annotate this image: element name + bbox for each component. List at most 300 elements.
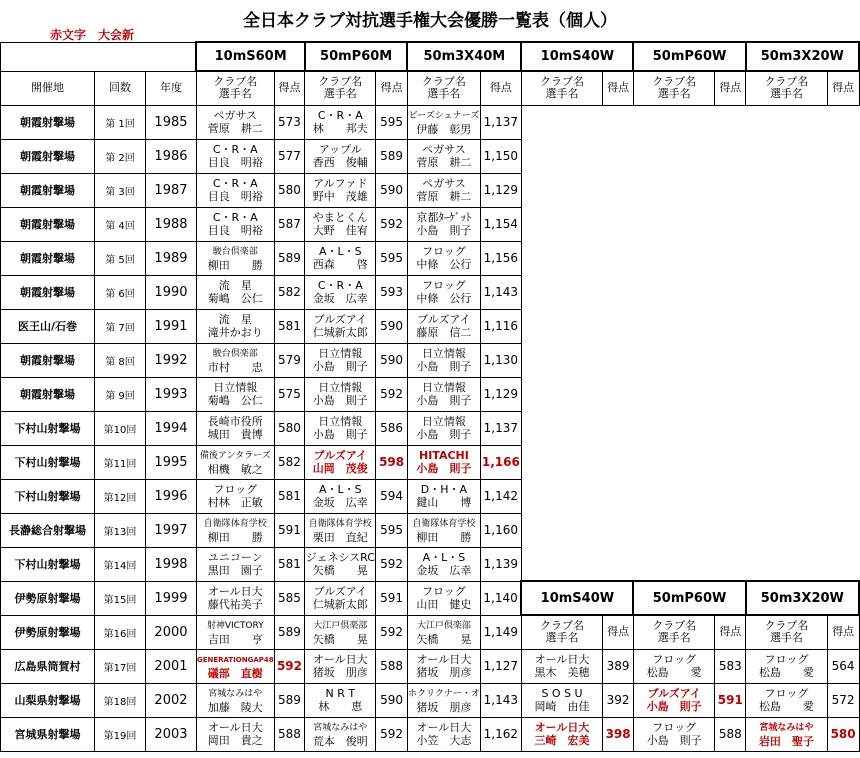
score-cell: 581: [274, 547, 305, 581]
player-name: 岩田 聖子: [758, 735, 814, 748]
score-header: 得点: [603, 615, 634, 649]
table-row: [1, 581, 860, 615]
year-cell: 2000: [145, 615, 196, 649]
club-name: オール日大: [416, 721, 472, 734]
club-name: ペガサス: [213, 109, 258, 122]
club-player-cell: [633, 683, 714, 717]
round-cell: 第19回: [95, 717, 146, 751]
club-player-cell: [305, 717, 376, 751]
venue-cell: 朝霞射撃場: [1, 207, 95, 241]
club-name: 備後アンタラーズ: [199, 451, 271, 461]
club-player-header: [305, 71, 376, 105]
club-player-cell: [407, 173, 480, 207]
club-player-cell: [407, 683, 480, 717]
club-name: S O S U: [541, 687, 583, 700]
club-name: ペガサス: [422, 177, 466, 190]
club-player-cell: [407, 581, 480, 615]
score-cell: 595: [376, 513, 408, 547]
player-name: 松島 愛: [758, 700, 814, 713]
venue-cell: 朝霞射撃場: [1, 173, 95, 207]
club-name: 自衛隊体育学校: [412, 519, 476, 529]
player-name: 岡崎 由佳: [534, 700, 590, 713]
club-player-cell: [305, 343, 376, 377]
club-label: クラブ名: [764, 619, 809, 633]
round-cell: 第 4回: [95, 207, 146, 241]
club-name: HITACHI: [419, 449, 469, 462]
club-player-cell: [305, 241, 376, 275]
score-cell: 1,129: [480, 377, 521, 411]
player-name: 目良 明裕: [207, 156, 263, 169]
club-player-header: [633, 615, 714, 649]
round-cell: 第10回: [95, 411, 146, 445]
club-name: やまとくん: [312, 211, 368, 224]
club-player-cell: [633, 717, 714, 751]
club-name: ビーズシェナーズ: [408, 111, 480, 121]
venue-cell: 広島県筒賀村: [1, 649, 95, 683]
club-label: クラブ名: [213, 75, 258, 89]
event-header: 10mS40W: [521, 42, 633, 71]
venue-cell: 下村山射撃場: [1, 411, 95, 445]
score-cell: 592: [376, 547, 408, 581]
club-player-cell: [407, 139, 480, 173]
club-name: ジェネシスRC: [305, 551, 375, 564]
year-cell: 1989: [145, 241, 196, 275]
club-name: フロッグ: [422, 245, 466, 258]
club-name: 日立情報: [421, 415, 466, 428]
venue-cell: 朝霞射撃場: [1, 105, 95, 139]
score-cell: 591: [274, 513, 305, 547]
score-cell: 1,130: [480, 343, 521, 377]
club-player-cell: [196, 173, 274, 207]
club-player-cell: [305, 513, 376, 547]
score-cell: 592: [376, 377, 408, 411]
score-cell: 589: [274, 683, 305, 717]
score-cell: 580: [827, 717, 859, 751]
club-player-cell: [407, 377, 480, 411]
club-name: フロッグ: [213, 483, 258, 496]
venue-cell: 宮城県射撃場: [1, 717, 95, 751]
club-label: クラブ名: [764, 75, 809, 89]
club-name: フロッグ: [652, 653, 697, 666]
club-player-cell: [633, 649, 714, 683]
year-cell: 1985: [145, 105, 196, 139]
club-player-cell: [305, 615, 376, 649]
club-player-cell: [305, 547, 376, 581]
year-cell: 1987: [145, 173, 196, 207]
club-player-cell: [305, 207, 376, 241]
score-cell: 392: [603, 683, 634, 717]
player-name: 滝井かおり: [207, 326, 263, 339]
club-player-cell: [305, 445, 376, 479]
club-player-cell: [407, 411, 480, 445]
club-player-cell: [407, 513, 480, 547]
score-header: 得点: [480, 71, 521, 105]
club-name: アップル: [318, 143, 362, 156]
club-player-cell: [407, 445, 480, 479]
club-player-cell: [407, 241, 480, 275]
club-name: C・R・A: [317, 109, 363, 122]
club-name: N R T: [325, 687, 356, 700]
player-label: 選手名: [657, 631, 691, 645]
club-name: 宮城なみはや: [313, 723, 368, 733]
score-cell: 592: [376, 717, 408, 751]
event-header: 10mS60M: [196, 42, 304, 71]
score-cell: 581: [274, 309, 305, 343]
blank-area: [521, 105, 859, 581]
club-player-cell: [305, 173, 376, 207]
score-cell: 1,162: [480, 717, 521, 751]
club-player-cell: [407, 207, 480, 241]
player-name: 中條 公行: [416, 258, 472, 271]
club-player-cell: [305, 309, 376, 343]
club-name: 射神VICTORY: [206, 621, 264, 631]
club-player-cell: [196, 445, 274, 479]
club-player-cell: [521, 717, 602, 751]
venue-cell: 朝霞射撃場: [1, 377, 95, 411]
club-name: ペガサス: [422, 143, 466, 156]
club-player-cell: [521, 683, 602, 717]
score-cell: 588: [376, 649, 408, 683]
club-player-cell: [407, 343, 480, 377]
year-cell: 1994: [145, 411, 196, 445]
club-name: 駿台倶楽部: [212, 247, 258, 257]
player-name: 鍵山 博: [416, 496, 472, 509]
club-name: 自衛隊体育学校: [308, 519, 372, 529]
player-name: 小島 則子: [312, 394, 368, 407]
club-player-cell: [196, 717, 274, 751]
club-player-cell: [407, 717, 480, 751]
club-player-cell: [305, 139, 376, 173]
venue-cell: 朝霞射撃場: [1, 241, 95, 275]
table-row: [1, 717, 860, 751]
round-cell: 第17回: [95, 649, 146, 683]
year-cell: 1998: [145, 547, 196, 581]
club-name: 自衛隊体育学校: [203, 519, 267, 529]
club-label: クラブ名: [652, 619, 697, 633]
club-player-cell: [305, 275, 376, 309]
venue-cell: 医王山/石巻: [1, 309, 95, 343]
club-name: 大江戸倶楽部: [313, 621, 368, 631]
score-cell: 592: [274, 649, 305, 683]
score-header: 得点: [274, 71, 305, 105]
year-cell: 2001: [145, 649, 196, 683]
score-cell: 588: [715, 717, 746, 751]
club-player-header: [521, 71, 602, 105]
table-row: [1, 649, 860, 683]
score-cell: 1,166: [480, 445, 521, 479]
player-name: 菅原 耕二: [416, 190, 472, 203]
event-header: 10mS40W: [521, 581, 633, 615]
player-name: 金坂 広幸: [312, 496, 368, 509]
venue-cell: 伊勢原射撃場: [1, 581, 95, 615]
club-name: フロッグ: [652, 721, 697, 734]
club-name: オール日大: [534, 653, 590, 666]
club-player-cell: [305, 649, 376, 683]
player-name: 市村 忠: [207, 361, 263, 374]
club-name: 大江戸倶楽部: [416, 621, 471, 631]
score-cell: 590: [376, 309, 408, 343]
score-header: 得点: [827, 71, 859, 105]
club-name: ブルズアイ: [313, 313, 367, 326]
player-name: 藤原 信二: [416, 326, 472, 339]
score-cell: 572: [827, 683, 859, 717]
score-cell: 573: [274, 105, 305, 139]
score-cell: 1,137: [480, 411, 521, 445]
year-cell: 1996: [145, 479, 196, 513]
club-name: D・H・A: [420, 483, 468, 496]
club-player-cell: [407, 615, 480, 649]
round-cell: 第 5回: [95, 241, 146, 275]
player-name: 黒田 園子: [207, 564, 263, 577]
score-cell: 582: [274, 445, 305, 479]
club-name: 日立情報: [318, 347, 363, 360]
player-name: 小島 則子: [416, 462, 472, 475]
score-cell: 581: [274, 479, 305, 513]
player-name: 荒本 俊明: [312, 735, 368, 748]
venue-cell: 下村山射撃場: [1, 479, 95, 513]
player-name: 山岡 茂俊: [312, 462, 368, 475]
score-cell: 577: [274, 139, 305, 173]
club-player-cell: [196, 649, 274, 683]
table-row: [1, 105, 860, 139]
club-player-cell: [196, 479, 274, 513]
score-cell: 564: [827, 649, 859, 683]
club-player-cell: [407, 309, 480, 343]
round-cell: 第 9回: [95, 377, 146, 411]
player-name: 柳田 勝: [207, 259, 263, 272]
venue-cell: 朝霞射撃場: [1, 275, 95, 309]
club-label: クラブ名: [540, 75, 585, 89]
score-cell: 1,116: [480, 309, 521, 343]
event-header: 50m3X40M: [407, 42, 521, 71]
club-player-cell: [196, 581, 274, 615]
club-player-cell: [305, 479, 376, 513]
club-name: A・L・S: [318, 245, 362, 258]
player-name: 三崎 宏美: [534, 734, 590, 747]
score-cell: 593: [376, 275, 408, 309]
player-name: 猪坂 朋彦: [416, 666, 472, 679]
club-player-header: [746, 615, 828, 649]
player-label: 選手名: [218, 87, 252, 101]
player-name: 村林 正敏: [207, 496, 263, 509]
club-name: C・R・A: [212, 177, 258, 190]
player-name: 矢橋 晃: [312, 564, 368, 577]
event-header: 50mP60W: [633, 581, 745, 615]
score-cell: 590: [376, 343, 408, 377]
club-label: クラブ名: [318, 75, 363, 89]
player-label: 選手名: [769, 631, 803, 645]
year-cell: 1993: [145, 377, 196, 411]
score-cell: 595: [376, 241, 408, 275]
round-cell: 第 2回: [95, 139, 146, 173]
venue-cell: 朝霞射撃場: [1, 343, 95, 377]
event-header: 50mP60W: [633, 42, 745, 71]
club-name: GENERATIONGAP48: [196, 656, 274, 664]
year-cell: 2002: [145, 683, 196, 717]
score-header: 得点: [715, 615, 746, 649]
club-name: 流 星: [218, 279, 252, 292]
record-legend: 赤文字 大会新: [50, 28, 135, 42]
year-cell: 1986: [145, 139, 196, 173]
score-header: 得点: [827, 615, 859, 649]
club-player-header: [521, 615, 602, 649]
venue-header: 開催地: [1, 71, 95, 105]
player-name: 伊藤 彰男: [416, 123, 472, 136]
club-name: ホクリクナー・オ: [408, 689, 480, 699]
round-cell: 第16回: [95, 615, 146, 649]
club-name: オール日大: [207, 721, 263, 734]
score-cell: 1,137: [480, 105, 521, 139]
score-cell: 580: [274, 173, 305, 207]
club-name: フロッグ: [422, 585, 466, 598]
player-label: 選手名: [769, 87, 803, 101]
score-cell: 1,154: [480, 207, 521, 241]
club-name: A・L・S: [318, 483, 362, 496]
round-cell: 第 7回: [95, 309, 146, 343]
player-name: 菅原 耕二: [416, 156, 472, 169]
score-cell: 1,160: [480, 513, 521, 547]
player-name: 目良 明裕: [207, 224, 263, 237]
club-name: 駿台倶楽部: [212, 349, 258, 359]
player-name: 柳田 勝: [416, 531, 472, 544]
player-name: 仁城新太郎: [312, 326, 368, 339]
score-cell: 1,139: [480, 547, 521, 581]
club-name: 宮城なみはや: [208, 689, 263, 699]
year-cell: 1997: [145, 513, 196, 547]
club-name: オール日大: [534, 721, 590, 734]
score-cell: 589: [274, 615, 305, 649]
table-row: [1, 683, 860, 717]
year-cell: 1992: [145, 343, 196, 377]
player-name: 林 恵: [318, 700, 363, 713]
header-blank: [1, 42, 197, 71]
score-cell: 585: [274, 581, 305, 615]
score-cell: 1,140: [480, 581, 521, 615]
score-cell: 1,150: [480, 139, 521, 173]
score-cell: 588: [274, 717, 305, 751]
player-name: 仁城新太郎: [312, 598, 368, 611]
score-header: 得点: [376, 71, 408, 105]
player-name: 小島 則子: [646, 734, 702, 747]
player-label: 選手名: [545, 87, 579, 101]
score-cell: 589: [274, 241, 305, 275]
player-name: 小笠 大志: [416, 734, 472, 747]
player-name: 栗田 直紀: [312, 531, 368, 544]
club-player-cell: [196, 683, 274, 717]
round-cell: 第 6回: [95, 275, 146, 309]
score-cell: 583: [715, 649, 746, 683]
club-name: C・R・A: [212, 143, 258, 156]
round-cell: 第 1回: [95, 105, 146, 139]
club-name: フロッグ: [764, 687, 809, 700]
player-name: 小島 則子: [416, 360, 472, 373]
club-player-cell: [196, 411, 274, 445]
club-player-cell: [746, 649, 828, 683]
round-cell: 第13回: [95, 513, 146, 547]
round-cell: 第14回: [95, 547, 146, 581]
player-name: 小島 則子: [312, 428, 368, 441]
round-cell: 第18回: [95, 683, 146, 717]
club-player-cell: [305, 411, 376, 445]
club-name: ブルズアイ: [313, 585, 367, 598]
club-player-header: [407, 71, 480, 105]
player-label: 選手名: [657, 87, 691, 101]
club-player-header: [633, 71, 714, 105]
club-name: 流 星: [218, 313, 252, 326]
score-cell: 591: [376, 581, 408, 615]
club-player-header: [196, 71, 274, 105]
club-player-cell: [196, 241, 274, 275]
score-cell: 1,149: [480, 615, 521, 649]
club-name: 日立情報: [318, 381, 363, 394]
player-name: 城田 貴博: [207, 428, 263, 441]
round-cell: 第 3回: [95, 173, 146, 207]
club-name: オール日大: [312, 653, 368, 666]
club-player-cell: [196, 513, 274, 547]
player-label: 選手名: [545, 631, 579, 645]
score-cell: 580: [274, 411, 305, 445]
club-label: クラブ名: [421, 75, 466, 89]
player-name: 小島 則子: [312, 360, 368, 373]
club-player-cell: [196, 105, 274, 139]
venue-cell: 長瀞総合射撃場: [1, 513, 95, 547]
club-player-cell: [196, 547, 274, 581]
club-label: クラブ名: [540, 619, 585, 633]
player-name: 林 邦夫: [312, 122, 368, 135]
club-name: フロッグ: [764, 653, 809, 666]
club-player-cell: [407, 547, 480, 581]
club-name: オール日大: [207, 585, 263, 598]
club-player-cell: [196, 309, 274, 343]
club-name: 京都ﾀｰｹﾞｯﾄ: [416, 211, 472, 224]
player-name: 大野 佳宥: [312, 224, 368, 237]
player-name: 藤代祐美子: [207, 598, 263, 611]
player-name: 小島 則子: [416, 224, 472, 237]
player-name: 香西 俊輔: [312, 156, 368, 169]
score-header: 得点: [603, 71, 634, 105]
player-name: 相機 敏之: [207, 463, 263, 476]
club-name: 日立情報: [421, 381, 466, 394]
club-player-cell: [407, 275, 480, 309]
player-name: 西森 啓: [312, 258, 368, 271]
player-name: 中條 公行: [416, 292, 472, 305]
score-cell: 1,143: [480, 275, 521, 309]
round-header: 回数: [95, 71, 146, 105]
club-player-cell: [196, 275, 274, 309]
club-player-cell: [196, 377, 274, 411]
player-name: 柳田 勝: [207, 531, 263, 544]
club-name: 日立情報: [421, 347, 466, 360]
player-name: 小島 則子: [416, 394, 472, 407]
round-cell: 第11回: [95, 445, 146, 479]
round-cell: 第 8回: [95, 343, 146, 377]
club-name: オール日大: [416, 653, 472, 666]
venue-cell: 山梨県射撃場: [1, 683, 95, 717]
score-cell: 586: [376, 411, 408, 445]
venue-cell: 下村山射撃場: [1, 445, 95, 479]
player-name: 吉田 亨: [207, 633, 263, 646]
club-player-cell: [196, 207, 274, 241]
score-cell: 575: [274, 377, 305, 411]
year-cell: 1991: [145, 309, 196, 343]
player-name: 小島 則子: [646, 700, 702, 713]
player-name: 松島 愛: [646, 666, 702, 679]
club-name: A・L・S: [422, 551, 466, 564]
club-name: 日立情報: [213, 381, 258, 394]
club-name: C・R・A: [317, 279, 363, 292]
player-name: 猪坂 朋彦: [312, 666, 368, 679]
club-player-cell: [305, 683, 376, 717]
